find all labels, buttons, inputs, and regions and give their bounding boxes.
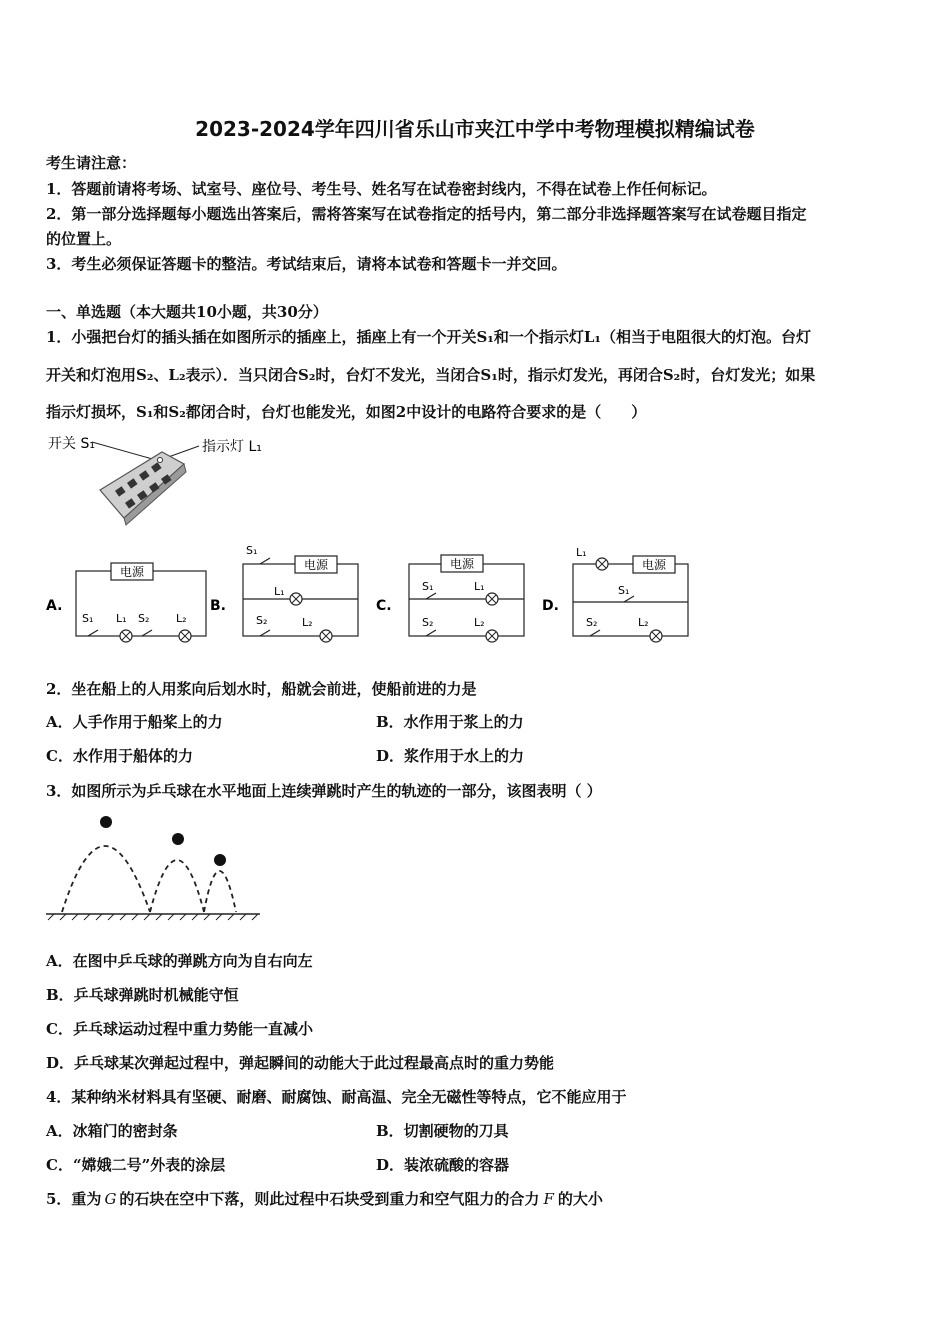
question-4-option-d: D．装浓硫酸的容器	[376, 1156, 510, 1174]
question-1-line: 开关和灯泡用S₂、L₂表示）．当只闭合S₂时，台灯不发光，当闭合S₁时，指示灯发光，再闭合S₂时，台灯发光；如果	[46, 366, 816, 384]
switch-s1	[260, 558, 270, 564]
ball	[214, 854, 226, 866]
s2-label: S₂	[586, 616, 598, 629]
section-heading: 一、单选题（本大题共10小题，共30分）	[46, 303, 328, 321]
q5-text: 的大小	[557, 1190, 603, 1208]
option-label: D.	[542, 598, 559, 614]
notice-item: 的位置上。	[46, 230, 122, 248]
question-2-option-d: D．浆作用于水上的力	[376, 747, 525, 765]
l2-label: L₂	[302, 616, 313, 629]
question-2-option-b: B．水作用于浆上的力	[376, 713, 524, 731]
question-4-option-c: C．“嫦娥二号”外表的涂层	[46, 1156, 226, 1174]
circuit-a	[44, 560, 209, 650]
power-label: 电源	[119, 565, 145, 579]
question-3-stem: 3．如图所示为乒乓球在水平地面上连续弹跳时产生的轨迹的一部分，该图表明（ ）	[46, 782, 602, 800]
question-5-stem	[46, 1188, 603, 1209]
ball	[100, 816, 112, 828]
l1-label: L₁	[576, 546, 587, 559]
notice-item: 3．考生必须保证答题卡的整洁。考试结束后，请将本试卷和答题卡一并交回。	[46, 255, 567, 273]
power-label: 电源	[641, 558, 667, 572]
s1-label: S₁	[82, 612, 94, 625]
l2-label: L₂	[474, 616, 485, 629]
question-2-option-a: A．人手作用于船桨上的力	[46, 713, 223, 731]
power-label: 电源	[449, 557, 475, 571]
q5-text: 5．重为	[46, 1190, 102, 1208]
switch-s2	[590, 630, 600, 636]
s1-label: S₁	[422, 580, 434, 593]
question-4-stem: 4．某种纳米材料具有坚硬、耐磨、耐腐蚀、耐高温、完全无磁性等特点，它不能应用于	[46, 1088, 627, 1106]
l2-label: L₂	[638, 616, 649, 629]
var-g: G	[104, 1190, 117, 1208]
circuit-c	[376, 552, 536, 642]
ball	[172, 833, 184, 845]
l1-label: L₁	[116, 612, 127, 625]
option-label: A.	[46, 598, 63, 614]
q5-text: 的石块在空中下落，则此过程中石块受到重力和空气阻力的合力	[119, 1190, 540, 1208]
l1-label: L₁	[274, 585, 285, 598]
switch-s1	[88, 630, 98, 636]
question-1-line: 指示灯损坏，S₁和S₂都闭合时，台灯也能发光，如图2中设计的电路符合要求的是（ ）	[46, 403, 647, 421]
trajectory-arc	[150, 860, 204, 912]
socket-switch-label: 开关 S₁	[48, 436, 95, 452]
question-3-option-d: D．乒乓球某次弹起过程中，弹起瞬间的动能大于此过程最高点时的重力势能	[46, 1054, 555, 1072]
switch-s2	[426, 630, 436, 636]
s1-label: S₁	[246, 544, 258, 557]
question-3-option-c: C．乒乓球运动过程中重力势能一直减小	[46, 1020, 313, 1038]
circuit-d	[540, 544, 700, 644]
notice-item: 2．第一部分选择题每小题选出答案后，需将答案写在试卷指定的括号内，第二部分非选择题答案写在试卷题目指定	[46, 205, 807, 223]
s1-label: S₁	[618, 584, 630, 597]
socket-lamp-label: 指示灯 L₁	[202, 439, 262, 455]
switch-s1	[426, 593, 436, 599]
socket-figure	[44, 430, 284, 530]
question-2-option-c: C．水作用于船体的力	[46, 747, 193, 765]
circuit-b	[210, 542, 370, 642]
s2-label: S₂	[256, 614, 268, 627]
question-4-option-b: B．切割硬物的刀具	[376, 1122, 509, 1140]
s2-label: S₂	[138, 612, 150, 625]
option-label: C.	[376, 598, 392, 614]
question-1-line: 1．小强把台灯的插头插在如图所示的插座上，插座上有一个开关S₁和一个指示灯L₁（相当于电阻很大的灯泡。台灯	[46, 328, 811, 346]
trajectory-arc	[204, 871, 236, 912]
l1-label: L₁	[474, 580, 485, 593]
ground-hatch	[48, 914, 258, 920]
var-f: F	[543, 1190, 554, 1208]
page-title: 2023-2024学年四川省乐山市夹江中学中考物理模拟精编试卷	[195, 117, 755, 141]
power-strip	[100, 452, 186, 525]
l2-label: L₂	[176, 612, 187, 625]
notice-item: 1．答题前请将考场、试室号、座位号、考生号、姓名写在试卷密封线内，不得在试卷上作任何标记。	[46, 180, 717, 198]
notice-heading: 考生请注意：	[46, 154, 137, 172]
bounce-figure	[44, 810, 264, 920]
question-2-stem: 2．坐在船上的人用浆向后划水时，船就会前进，使船前进的力是	[46, 680, 477, 698]
power-label: 电源	[303, 558, 329, 572]
indicator-lamp	[158, 458, 163, 463]
pointer-line	[92, 442, 156, 460]
switch-s2	[142, 630, 152, 636]
question-3-option-a: A．在图中乒乓球的弹跳方向为自右向左	[46, 952, 313, 970]
s2-label: S₂	[422, 616, 434, 629]
question-4-option-a: A．冰箱门的密封条	[46, 1122, 178, 1140]
trajectory-arc	[62, 846, 150, 912]
option-label: B.	[210, 598, 226, 614]
question-3-option-b: B．乒乓球弹跳时机械能守恒	[46, 986, 239, 1004]
switch-s2	[260, 630, 270, 636]
